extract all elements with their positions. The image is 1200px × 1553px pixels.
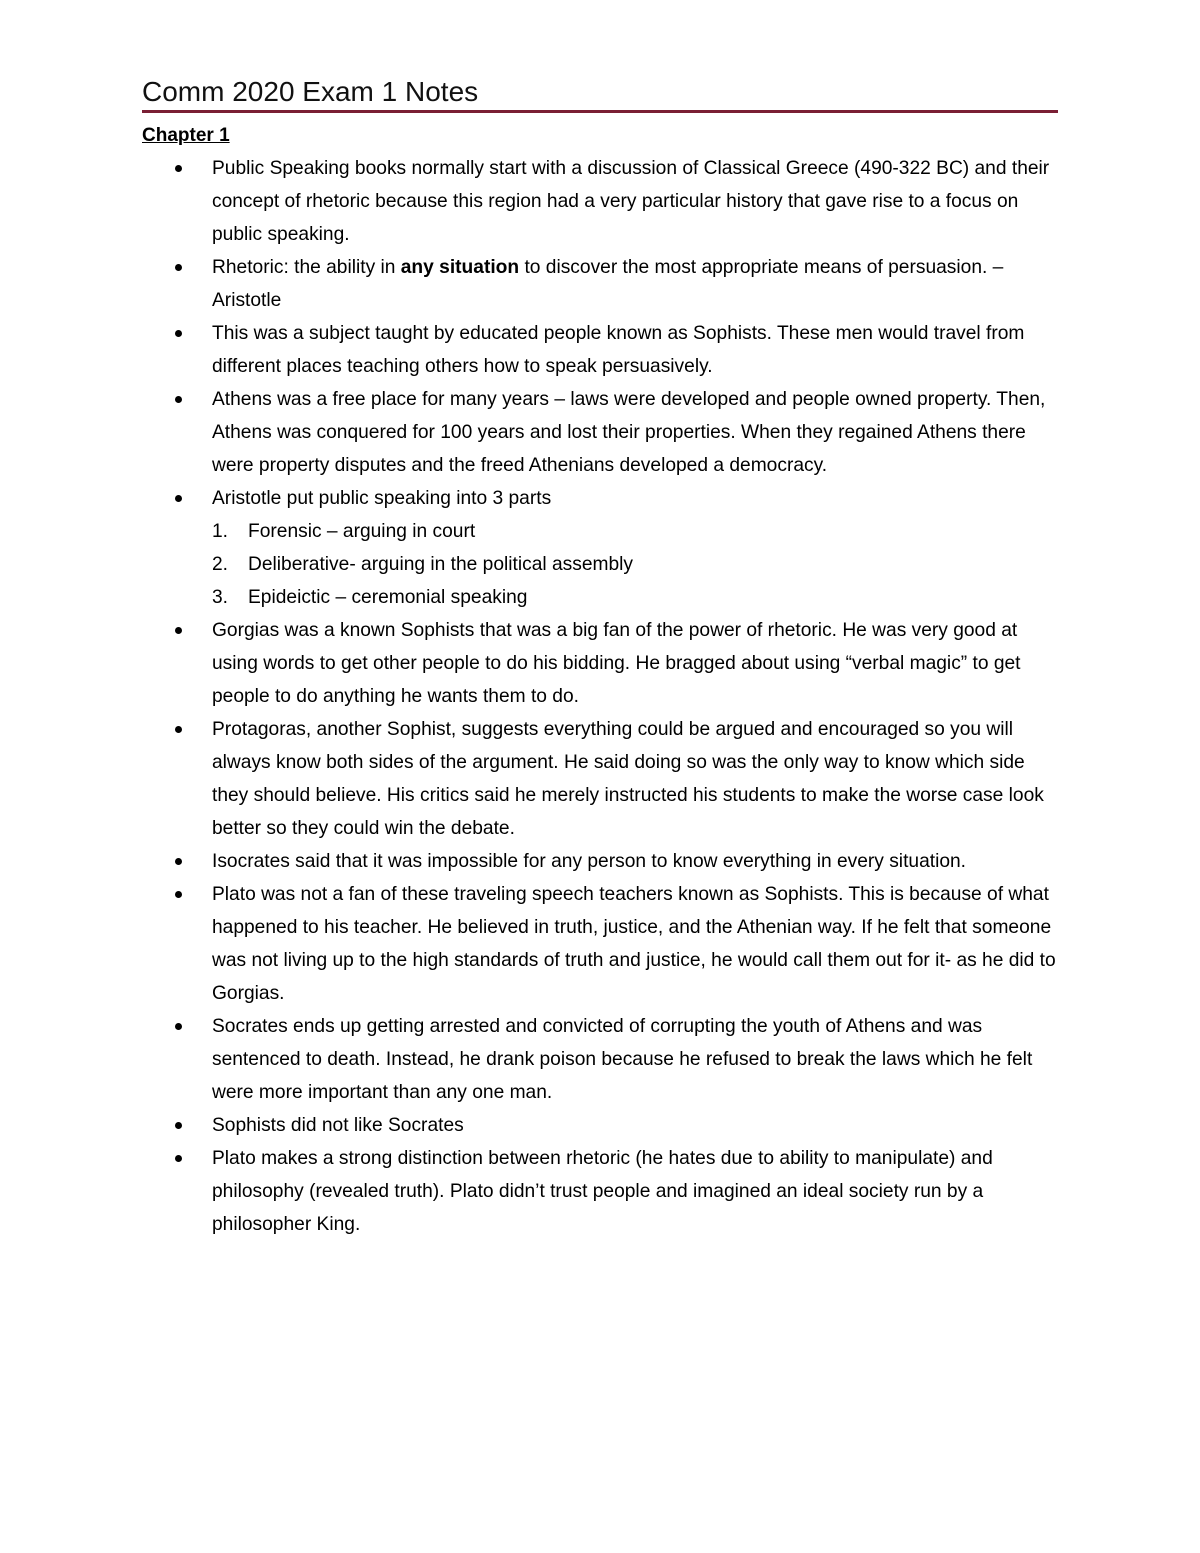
item-number: 3.: [212, 587, 229, 608]
bullet-icon: [175, 1023, 182, 1030]
bullet-icon: [175, 627, 182, 634]
bullet-icon: [175, 1122, 182, 1129]
bullet-icon: [175, 165, 182, 172]
list-item-text: Gorgias was a known Sophists that was a big fan of the power of rhetoric. He was very good at using words to get other people to do his bidding. He bragged about using “verbal magic” to get people to do anything he wants them to do.: [212, 620, 1021, 707]
list-item-text-before: Rhetoric: the ability in: [212, 257, 401, 278]
document-title: Comm 2020 Exam 1 Notes: [142, 76, 479, 107]
list-item: [142, 251, 1060, 317]
title-underline-rule: [142, 110, 1058, 113]
list-item: [142, 1010, 1060, 1109]
numbered-item-text: Forensic – arguing in court: [248, 521, 476, 542]
list-item: [142, 317, 1060, 383]
bullet-icon: [175, 858, 182, 865]
item-number: 1.: [212, 521, 229, 542]
list-item-text: Socrates ends up getting arrested and convicted of corrupting the youth of Athens and was sentenced to death. Instead, he drank poison because he refused to break the laws which he felt were more important than any one man.: [212, 1016, 1033, 1103]
numbered-item: [212, 515, 1060, 548]
numbered-item: [212, 548, 1060, 581]
list-item: [142, 152, 1060, 251]
list-item-text: Isocrates said that it was impossible for any person to know everything in every situation.: [212, 851, 967, 872]
numbered-sublist: [212, 515, 1060, 614]
list-item: [142, 845, 1060, 878]
list-item: [142, 1142, 1060, 1241]
list-item: [142, 1109, 1060, 1142]
list-item: [142, 614, 1060, 713]
notes-list: [142, 152, 1060, 1241]
bullet-icon: [175, 1155, 182, 1162]
list-item-text: Athens was a free place for many years – laws were developed and people owned property. Then, Athens was conquered for 100 years and lost their properties. When they regained Athens there were property disputes and the freed Athenians developed a democracy.: [212, 389, 1046, 476]
bullet-icon: [175, 330, 182, 337]
list-item-text: Public Speaking books normally start with a discussion of Classical Greece (490-322 BC) and their concept of rhetoric because this region had a very particular history that gave rise to a focus on public speaking.: [212, 158, 1050, 245]
bullet-icon: [175, 726, 182, 733]
list-item-text-after: to discover the most appropriate means of persuasion. – Aristotle: [212, 257, 1004, 311]
list-item-text-bold: any situation: [400, 257, 520, 278]
list-item-text: Plato was not a fan of these traveling speech teachers known as Sophists. This is because of what happened to his teacher. He believed in truth, justice, and the Athenian way. If he felt that someone was not living up to the high standards of truth and justice, he would call them out for it- as he did to Gorgias.: [212, 884, 1056, 1004]
list-item: [142, 878, 1060, 1010]
bullet-icon: [175, 264, 182, 271]
bullet-icon: [175, 495, 182, 502]
item-number: 2.: [212, 554, 229, 575]
chapter-heading: Chapter 1: [142, 125, 230, 146]
numbered-item: [212, 581, 1060, 614]
list-item-text: Protagoras, another Sophist, suggests everything could be argued and encouraged so you will always know both sides of the argument. He said doing so was the only way to know which side they should believe. His critics said he merely instructed his students to make the worse case look better so they could win the debate.: [212, 719, 1044, 839]
bullet-icon: [175, 396, 182, 403]
numbered-item-text: Epideictic – ceremonial speaking: [248, 587, 528, 608]
list-item: [142, 482, 1060, 614]
document-page: [142, 74, 1060, 1241]
list-item-text: Aristotle put public speaking into 3 parts: [212, 488, 552, 509]
list-item-text: This was a subject taught by educated people known as Sophists. These men would travel from different places teaching others how to speak persuasively.: [212, 323, 1025, 377]
list-item: [142, 383, 1060, 482]
numbered-item-text: Deliberative- arguing in the political assembly: [248, 554, 634, 575]
list-item: [142, 713, 1060, 845]
bullet-icon: [175, 891, 182, 898]
list-item-text: Sophists did not like Socrates: [212, 1115, 464, 1136]
list-item-text: Plato makes a strong distinction between rhetoric (he hates due to ability to manipulate) and philosophy (revealed truth). Plato didn’t trust people and imagined an ideal society run by a philosopher King.: [212, 1148, 993, 1235]
